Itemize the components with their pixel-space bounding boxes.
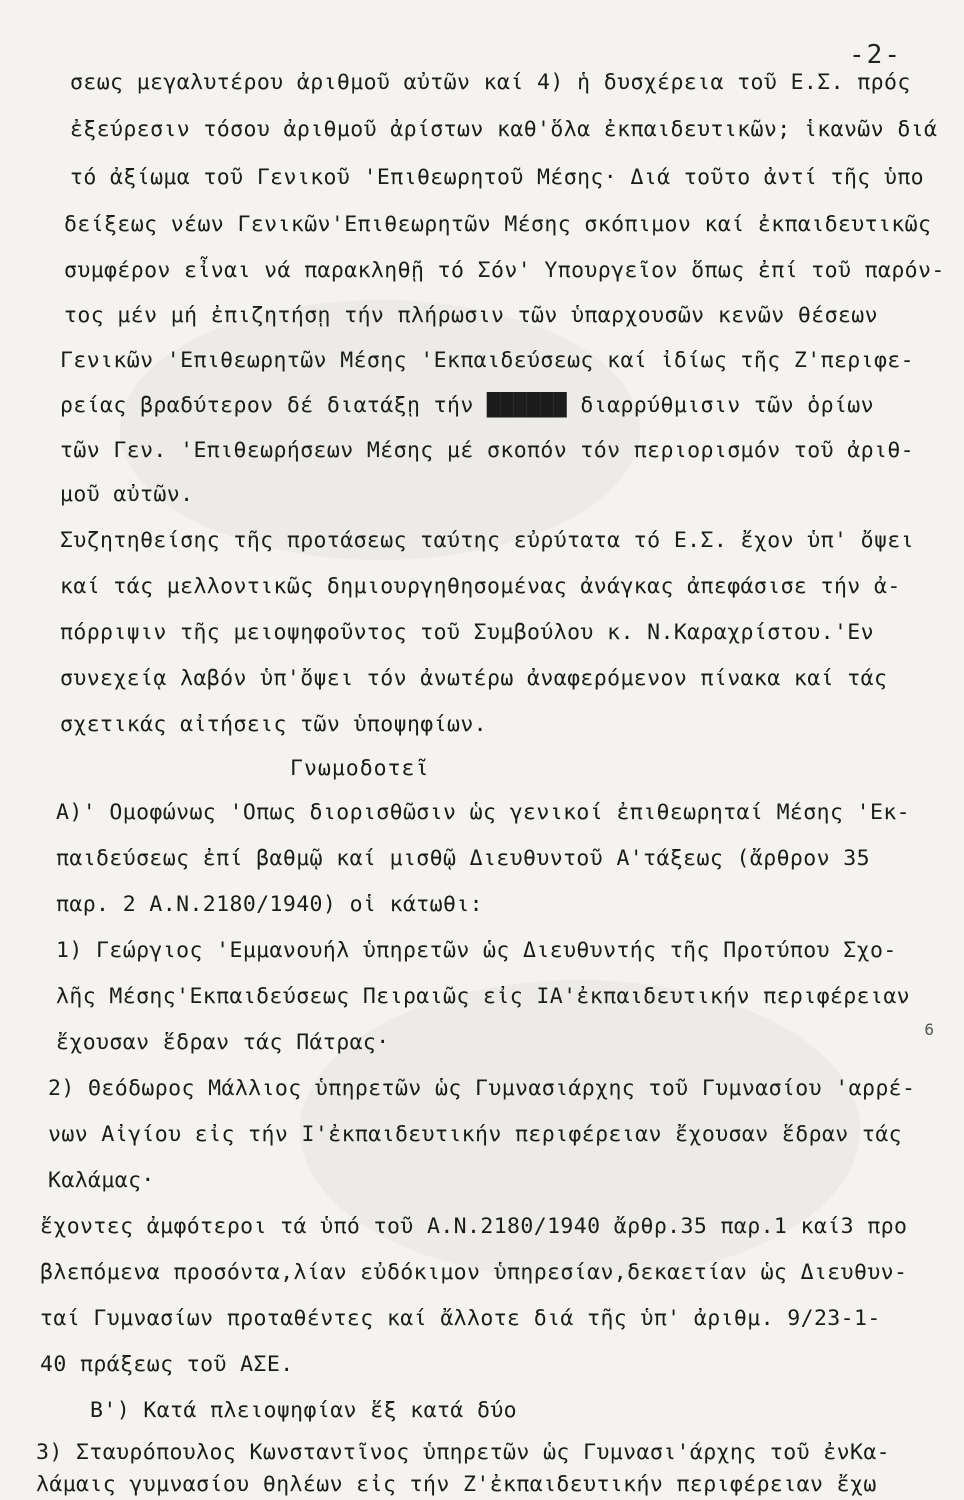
section-b-line: λάμαις γυμνασίου θηλέων εἰς τήν Ζ'ἐκπαιδευτικήν περιφέρειαν ἔχω xyxy=(36,1472,877,1497)
body-line: δείξεως νέων Γενικῶν'Επιθεωρητῶν Μέσης σκόπιμον καί ἐκπαιδευτικῶς xyxy=(64,212,932,237)
section-b-line: Β') Κατά πλειοψηφίαν ἕξ κατά δύο xyxy=(90,1398,518,1423)
section-b-line: 3) Σταυρόπουλος Κωνσταντῖνος ὑπηρετῶν ὡς Γυμνασι'άρχης τοῦ ἐνΚα- xyxy=(36,1440,891,1465)
body-line: πόρριψιν τῆς μειοψηφοῦντος τοῦ Συμβούλου κ. Ν.Καραχρίστου.'Εν xyxy=(60,620,874,645)
section-a-line: ταί Γυμνασίων προταθέντες καί ἄλλοτε διά τῆς ὑπ' ἀριθμ. 9/23-1- xyxy=(40,1306,881,1331)
section-a-line: Καλάμας· xyxy=(48,1168,155,1193)
section-a-line: παιδεύσεως ἐπί βαθμῷ καί μισθῷ Διευθυντοῦ Α'τάξεως (ἄρθρον 35 xyxy=(56,846,870,871)
section-a-line: ἔχουσαν ἕδραν τάς Πάτρας· xyxy=(56,1030,390,1055)
section-a-line: 2) Θεόδωρος Μάλλιος ὑπηρετῶν ὡς Γυμνασιάρχης τοῦ Γυμνασίου 'αρρέ- xyxy=(48,1076,916,1101)
section-a-line: βλεπόμενα προσόντα,λίαν εὐδόκιμον ὑπηρεσίαν,δεκαετίαν ὡς Διευθυν- xyxy=(40,1260,908,1285)
body-line: τῶν Γεν. 'Επιθεωρήσεων Μέσης μέ σκοπόν τόν περιορισμόν τοῦ ἀριθ- xyxy=(60,438,915,463)
section-a-line: 1) Γεώργιος 'Εμμανουήλ ὑπηρετῶν ὡς Διευθυντής τῆς Προτύπου Σχο- xyxy=(56,938,897,963)
section-a-line: νων Αἰγίου εἰς τήν Ι'ἐκπαιδευτικήν περιφέρειαν ἔχουσαν ἕδραν τάς xyxy=(48,1122,903,1147)
body-line: συμφέρον εἶναι νά παρακληθῇ τό Σόν' Υπουργεῖον ὅπως ἐπί τοῦ παρόν- xyxy=(64,258,945,283)
margin-mark: 6 xyxy=(924,1020,934,1039)
section-heading: Γνωμοδοτεῖ xyxy=(290,756,430,781)
section-a-line: Α)' Ομοφώνως 'Οπως διορισθῶσιν ὡς γενικοί ἐπιθεωρηταί Μέσης 'Εκ- xyxy=(56,800,911,825)
body-line: σεως μεγαλυτέρου ἀριθμοῦ αὐτῶν καί 4) ἡ δυσχέρεια τοῦ Ε.Σ. πρός xyxy=(70,70,911,95)
body-line: μοῦ αὐτῶν. xyxy=(60,482,194,507)
section-a-line: παρ. 2 Α.Ν.2180/1940) οἱ κάτωθι: xyxy=(56,892,484,917)
body-line: τος μέν μή ἐπιζητήσῃ τήν πλήρωσιν τῶν ὑπαρχουσῶν κενῶν θέσεων xyxy=(64,303,878,328)
body-line: ἐξεύρεσιν τόσου ἀριθμοῦ ἀρίστων καθ'ὅλα ἐκπαιδευτικῶν; ἱκανῶν διά xyxy=(70,117,938,142)
body-line: σχετικάς αἰτήσεις τῶν ὑποψηφίων. xyxy=(60,712,488,737)
body-line: συνεχείᾳ λαβόν ὑπ'ὄψει τόν ἀνωτέρω ἀναφερόμενον πίνακα καί τάς xyxy=(60,666,888,691)
body-line: Συζητηθείσης τῆς προτάσεως ταύτης εὐρύτατα τό Ε.Σ. ἔχον ὑπ' ὄψει xyxy=(60,528,915,553)
page-number: -2- xyxy=(849,40,902,70)
section-a-line: 40 πράξεως τοῦ ΑΣΕ. xyxy=(40,1352,294,1377)
body-line: καί τάς μελλοντικῶς δημιουργηθησομένας ἀνάγκας ἀπεφάσισε τήν ἀ- xyxy=(60,574,901,599)
body-line: Γενικῶν 'Επιθεωρητῶν Μέσης 'Εκπαιδεύσεως καί ἰδίως τῆς Ζ'περιφε- xyxy=(60,348,915,373)
body-line: τό ἀξίωμα τοῦ Γενικοῦ 'Επιθεωρητοῦ Μέσης· Διά τοῦτο ἀντί τῆς ὑπο xyxy=(70,165,925,190)
section-a-line: ἔχοντες ἀμφότεροι τά ὑπό τοῦ Α.Ν.2180/1940 ἄρθρ.35 παρ.1 καί3 προ xyxy=(40,1214,908,1239)
body-line: ρείας βραδύτερον δέ διατάξῃ τήν ██████ διαρρύθμισιν τῶν ὁρίων xyxy=(60,393,874,418)
section-a-line: λῆς Μέσης'Εκπαιδεύσεως Πειραιῶς εἰς ΙΑ'ἐκπαιδευτικήν περιφέρειαν xyxy=(56,984,911,1009)
